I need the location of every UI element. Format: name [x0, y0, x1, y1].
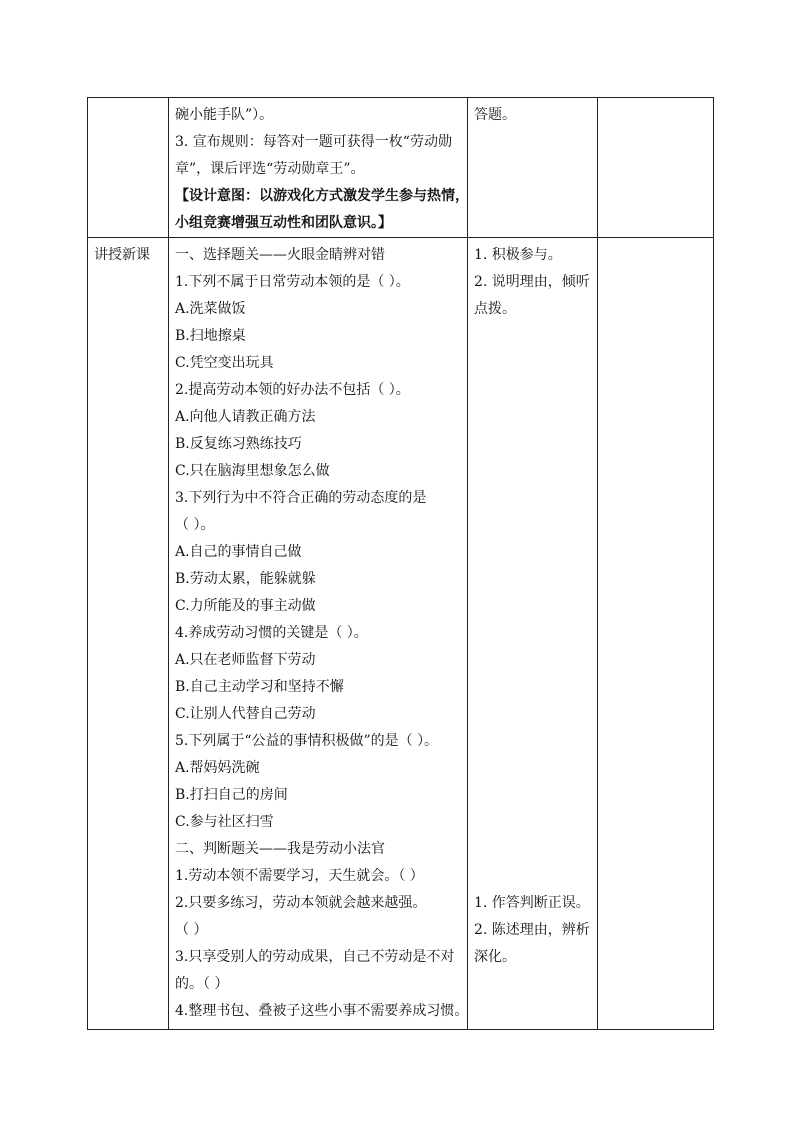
stage-label: 讲授新课: [94, 247, 150, 263]
student-activity-cell: [468, 238, 598, 1030]
stage-cell: [88, 238, 169, 1030]
content-line: 的。（ ）: [175, 976, 229, 992]
content-cell: [169, 98, 468, 238]
content-line: 4.整理书包、叠被子这些小事不需要养成习惯。: [175, 1003, 469, 1019]
content-line: B.扫地擦桌: [175, 328, 246, 344]
notes-cell: [598, 98, 714, 238]
student-line: 点拨。: [474, 301, 516, 317]
content-line: 3. 宣布规则：每答对一题可获得一枚“劳动勋: [175, 134, 452, 150]
lesson-plan-table: [87, 97, 714, 1030]
student-line: 1. 积极参与。: [474, 247, 562, 263]
stage-cell: [88, 98, 169, 238]
content-line: C.只在脑海里想象怎么做: [175, 463, 330, 479]
content-line: 1.下列不属于日常劳动本领的是（ ）。: [175, 274, 410, 290]
student-line: 2. 说明理由，倾听: [474, 274, 590, 290]
content-line: A.洗菜做饭: [175, 301, 246, 317]
content-line: B.劳动太累，能躲就躲: [175, 571, 316, 587]
content-line: 4.养成劳动习惯的关键是（ ）。: [175, 625, 368, 641]
content-line: A.帮妈妈洗碗: [175, 760, 260, 776]
content-line: C.让别人代替自己劳动: [175, 706, 316, 722]
design-intent-line: 小组竞赛增强互动性和团队意识。】: [175, 215, 392, 231]
content-line: （ ）: [175, 922, 208, 938]
content-line: A.自己的事情自己做: [175, 544, 302, 560]
table-row: [88, 238, 714, 1030]
content-line: 二、判断题关——我是劳动小法官: [175, 841, 385, 857]
content-line: （ ）。: [175, 517, 215, 533]
content-line: A.向他人请教正确方法: [175, 409, 316, 425]
content-line: B.自己主动学习和坚持不懈: [175, 679, 344, 695]
content-line: C.参与社区扫雪: [175, 814, 274, 830]
content-cell: [169, 238, 468, 1030]
content-line: 3.下列行为中不符合正确的劳动态度的是: [175, 490, 427, 506]
student-line: 1. 作答判断正误。: [474, 895, 590, 911]
content-line: B.打扫自己的房间: [175, 787, 288, 803]
student-activity-cell: [468, 98, 598, 238]
notes-cell: [598, 238, 714, 1030]
student-line: 深化。: [474, 949, 516, 965]
content-line: 5.下列属于“公益的事情积极做”的是（ ）。: [175, 733, 439, 749]
table-row: [88, 98, 714, 238]
content-line: C.凭空变出玩具: [175, 355, 274, 371]
content-line: A.只在老师监督下劳动: [175, 652, 316, 668]
content-line: 2.只要多练习，劳动本领就会越来越强。: [175, 895, 427, 911]
content-line: 章”，课后评选“劳动勋章王”。: [175, 161, 365, 177]
content-line: 3.只享受别人的劳动成果，自己不劳动是不对: [175, 949, 455, 965]
content-line: 碗小能手队”）。: [175, 107, 274, 123]
content-line: B.反复练习熟练技巧: [175, 436, 302, 452]
content-line: 1.劳动本领不需要学习，天生就会。（ ）: [175, 868, 424, 884]
student-line: 答题。: [474, 107, 516, 123]
content-line: 一、选择题关——火眼金睛辨对错: [175, 247, 385, 263]
content-line: 2.提高劳动本领的好办法不包括（ ）。: [175, 382, 410, 398]
student-line: 2. 陈述理由，辨析: [474, 922, 590, 938]
design-intent-line: 【设计意图：以游戏化方式激发学生参与热情，: [175, 188, 469, 204]
content-line: C.力所能及的事主动做: [175, 598, 316, 614]
